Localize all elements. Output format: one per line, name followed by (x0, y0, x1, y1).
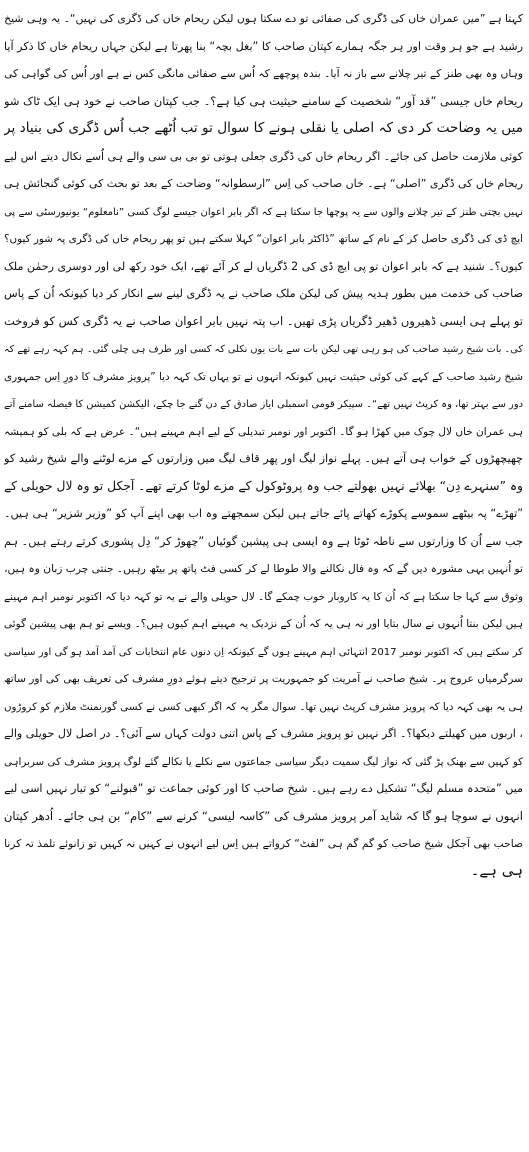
article-line: ہی عمران خاں لال چوک میں کھڑا ہو گا۔ اکتوبر اور نومبر تبدیلی کے لیے اہم مہینے ہیں“۔ عرض ہے کہ بلی کو ہمیشہ (4, 425, 523, 438)
article-line: کہتا ہے ”میں عمران خاں کی ڈگری کی صفائی تو دے سکتا ہوں لیکن ریحام خاں کی ڈگری کی نہیں“۔ یہ وہی شیخ (4, 12, 523, 25)
article-line: تو اُنہیں یہی مشورہ دیں گے کہ وہ فال نکالنے والا طوطا لے کر کسی فٹ پاتھ پر بیٹھ رہیں۔ جنتی چرب زبان وہ ہیں، (4, 562, 523, 575)
article-line: تو پہلے ہی ایسی ڈھیروں ڈھیر ڈگریاں پڑی تھیں۔ اب پتہ نہیں بابر اعوان صاحب نے یہ ڈگری کس کو فروخت (4, 313, 523, 328)
article-line: ”تھڑے“ پہ بیٹھے سموسے پکوڑے کھاتے پائے جاتے ہیں لیکن سمجھتے وہ اب بھی اپنے آپ کو ”وزیر شزیر“ ہی ہیں۔ (4, 507, 523, 520)
article-line: ریحام خاں کی ڈگری ”اصلی“ ہے۔ خاں صاحب کی اِس ”ارسطوانہ“ وضاحت کے بعد تو بحث کی کوئی گنجائش ہی (4, 177, 523, 190)
article-line: صاحب کی خدمت میں بطور ہدیہ پیش کی لیکن ملک صاحب نے یہ ڈگری لینے سے انکار کر دیا کیونکہ اُن کے پاس (4, 287, 523, 300)
article-line: شیخ رشید صاحب کے کہے کی کوئی حیثیت نہیں کیونکہ انہوں نے تو یہاں تک کہہ دیا ”پرویز مشرف کا دورِ اِس جمہوری (4, 370, 523, 383)
article-line: وہ ”سنہرے دِن“ بھلائے نہیں بھولتے جب وہ پروٹوکول کے مزے لوٹا کرتے تھے۔ آجکل تو وہ لال حویلی کے (4, 478, 523, 493)
article-line: صاحب بھی آجکل شیخ صاحب کو گم گم ہی ”لفٹ“ کرواتے ہیں اِس لیے انہوں نے کہیں نہ کہیں تو زانوئے تلمذ تہ کرنا (4, 837, 523, 850)
article-line: میں یہ وضاحت کر دی کہ اصلی یا نقلی ہونے کا سوال تو تب اُٹھے جب اُس ڈگری کی بنیاد پر (4, 120, 523, 136)
article-line: ہیں لیکن بنتا اُنہوں نے سال بتایا اور نہ ہی یہ کہ اُن کے نزدیک یہ مہینے اہم کیوں ہیں؟۔ ویسے تو ہم بھی پیشین گوئی (4, 618, 523, 630)
article-line: رشید ہے جو ہر وقت اور ہر جگہ ہمارے کپتان صاحب کا ”بغل بچہ“ بنا پھرتا ہے لیکن جہاں ریحام خاں کا ذکر آیا (4, 39, 523, 53)
article-line: سرگرمیاں عروج پر۔ شیخ صاحب نے آمریت کو جمہوریت پر ترجیح دیتے ہوئے دورِ مشرف کی تعریف بھی کی اور ساتھ (4, 672, 523, 685)
article-line: کی۔ بات شیخ رشید صاحب کی ہو رہی تھی لیکن بات سے بات یوں نکلی کہ کسی اور طرف ہی چلی گئی۔ ہم کہہ رہے تھے کہ (4, 344, 523, 355)
article-line: میں ”متحدہ مسلم لیگ“ تشکیل دے رہے ہیں۔ شیخ صاحب کا اور کوئی جماعت تو ”قبولنے“ کو تیار نہیں اسی لیے (4, 782, 523, 795)
article-line: ، اربوں میں کھیلتے دیکھا؟۔ اگر نہیں تو پرویز مشرف کے پاس اتنی دولت کہاں سے آئی؟۔ در اصل لال حویلی والے (4, 727, 523, 740)
article-line: ہی یہ بھی کہہ دیا کہ پرویز مشرف کرپٹ نہیں تھا۔ سوال مگر یہ کہ اگر کبھی کسی نے کسی گورنمنٹ ملازم کو کروڑوں (4, 700, 523, 713)
article-line: ایچ ڈی کی ڈگری حاصل کر کے نام کے ساتھ ”ڈاکٹر بابر اعوان“ کہلا سکتے ہیں تو پھر ریحام خاں کی ڈگری پہ شور کیوں؟ (4, 233, 523, 245)
article-line: وہاں وہ بھی طنز کے تیر چلانے سے باز نہ آیا۔ بندہ پوچھے کہ اُس سے صفائی مانگی کس نے ہے اور اُس کی گواہی کی (4, 67, 523, 80)
article-line: دور سے بہتر تھا، وہ کرپٹ نہیں تھے“۔ سپیکر قومی اسمبلی ایاز صادق کے دن گنے جا چکے، الیکشن کمیشن کا فیصلہ سامنے آتے (4, 399, 523, 410)
article-line: ہی ہے۔ (470, 860, 523, 879)
article-line: جب سے اُن کا وزارتوں سے ناطہ ٹوٹا ہے وہ ایسی ہی پیشین گوئیاں ”چھوڑ کر“ دِل پشوری کرتے رہتے ہیں۔ ہم (4, 534, 523, 548)
article-line: وثوق سے کہا جا سکتا ہے کہ اُن کا یہ کاروبار خوب چمکے گا۔ لال حویلی والے نے یہ تو کہہ دیا کہ اکتوبر نومبر اہم مہینے (4, 590, 523, 603)
article-line: ریحام خاں جیسی ”قد آور“ شخصیت کے سامنے حیثیت ہی کیا ہے؟۔ جب کپتان صاحب نے خود ہی ایک ٹاک شو (4, 93, 523, 108)
article-line: کوئی ملازمت حاصل کی جائے۔ اگر ریحام خاں کی ڈگری جعلی ہوتی تو بی بی سی والے ہی اُسے نکال دیتے اس لیے (4, 149, 523, 163)
article-line: کیوں؟۔ شنید ہے کہ بابر اعوان تو پی ایچ ڈی کی 2 ڈگریاں لے کر آئے تھے، ایک خود رکھ لی اور دوسری رحمٰن ملک (4, 259, 523, 273)
article-line: کو کہیں سے بھنک پڑ گئی کہ نواز لیگ سمیت دیگر سیاسی جماعتوں سے نکلے یا نکالے گئے لوگ پرویز مشرف کی سربراہی (4, 755, 523, 768)
article-line: نہیں بچتی طنز کے تیر چلانے والوں سے یہ پوچھا جا سکتا ہے کہ اگر بابر اعوان جیسے لوگ کسی ”نامعلوم“ یونیورسٹی سے پی (4, 206, 523, 218)
article-line: انہوں نے سوچا ہو گا کہ شاید آمر پرویز مشرف کی ”کاسہ لیسی“ کرنے سے ”کام“ بن ہی جائے۔ اُدھر کپتان (4, 808, 523, 823)
article-body (4, 4, 523, 1144)
article-line: کر سکتے ہیں کہ اکتوبر نومبر 2017 انتہائی اہم مہینے ہوں گے کیونکہ اِن دنوں عام انتخابات کی آمد آمد ہو گی اور سیاسی (4, 646, 523, 658)
article-line: چھیچھڑوں کے خواب ہی آتے ہیں۔ پہلے نواز لیگ اور پھر قاف لیگ میں وزارتوں کے مزے لوٹنے والے شیخ رشید کو (4, 452, 523, 465)
